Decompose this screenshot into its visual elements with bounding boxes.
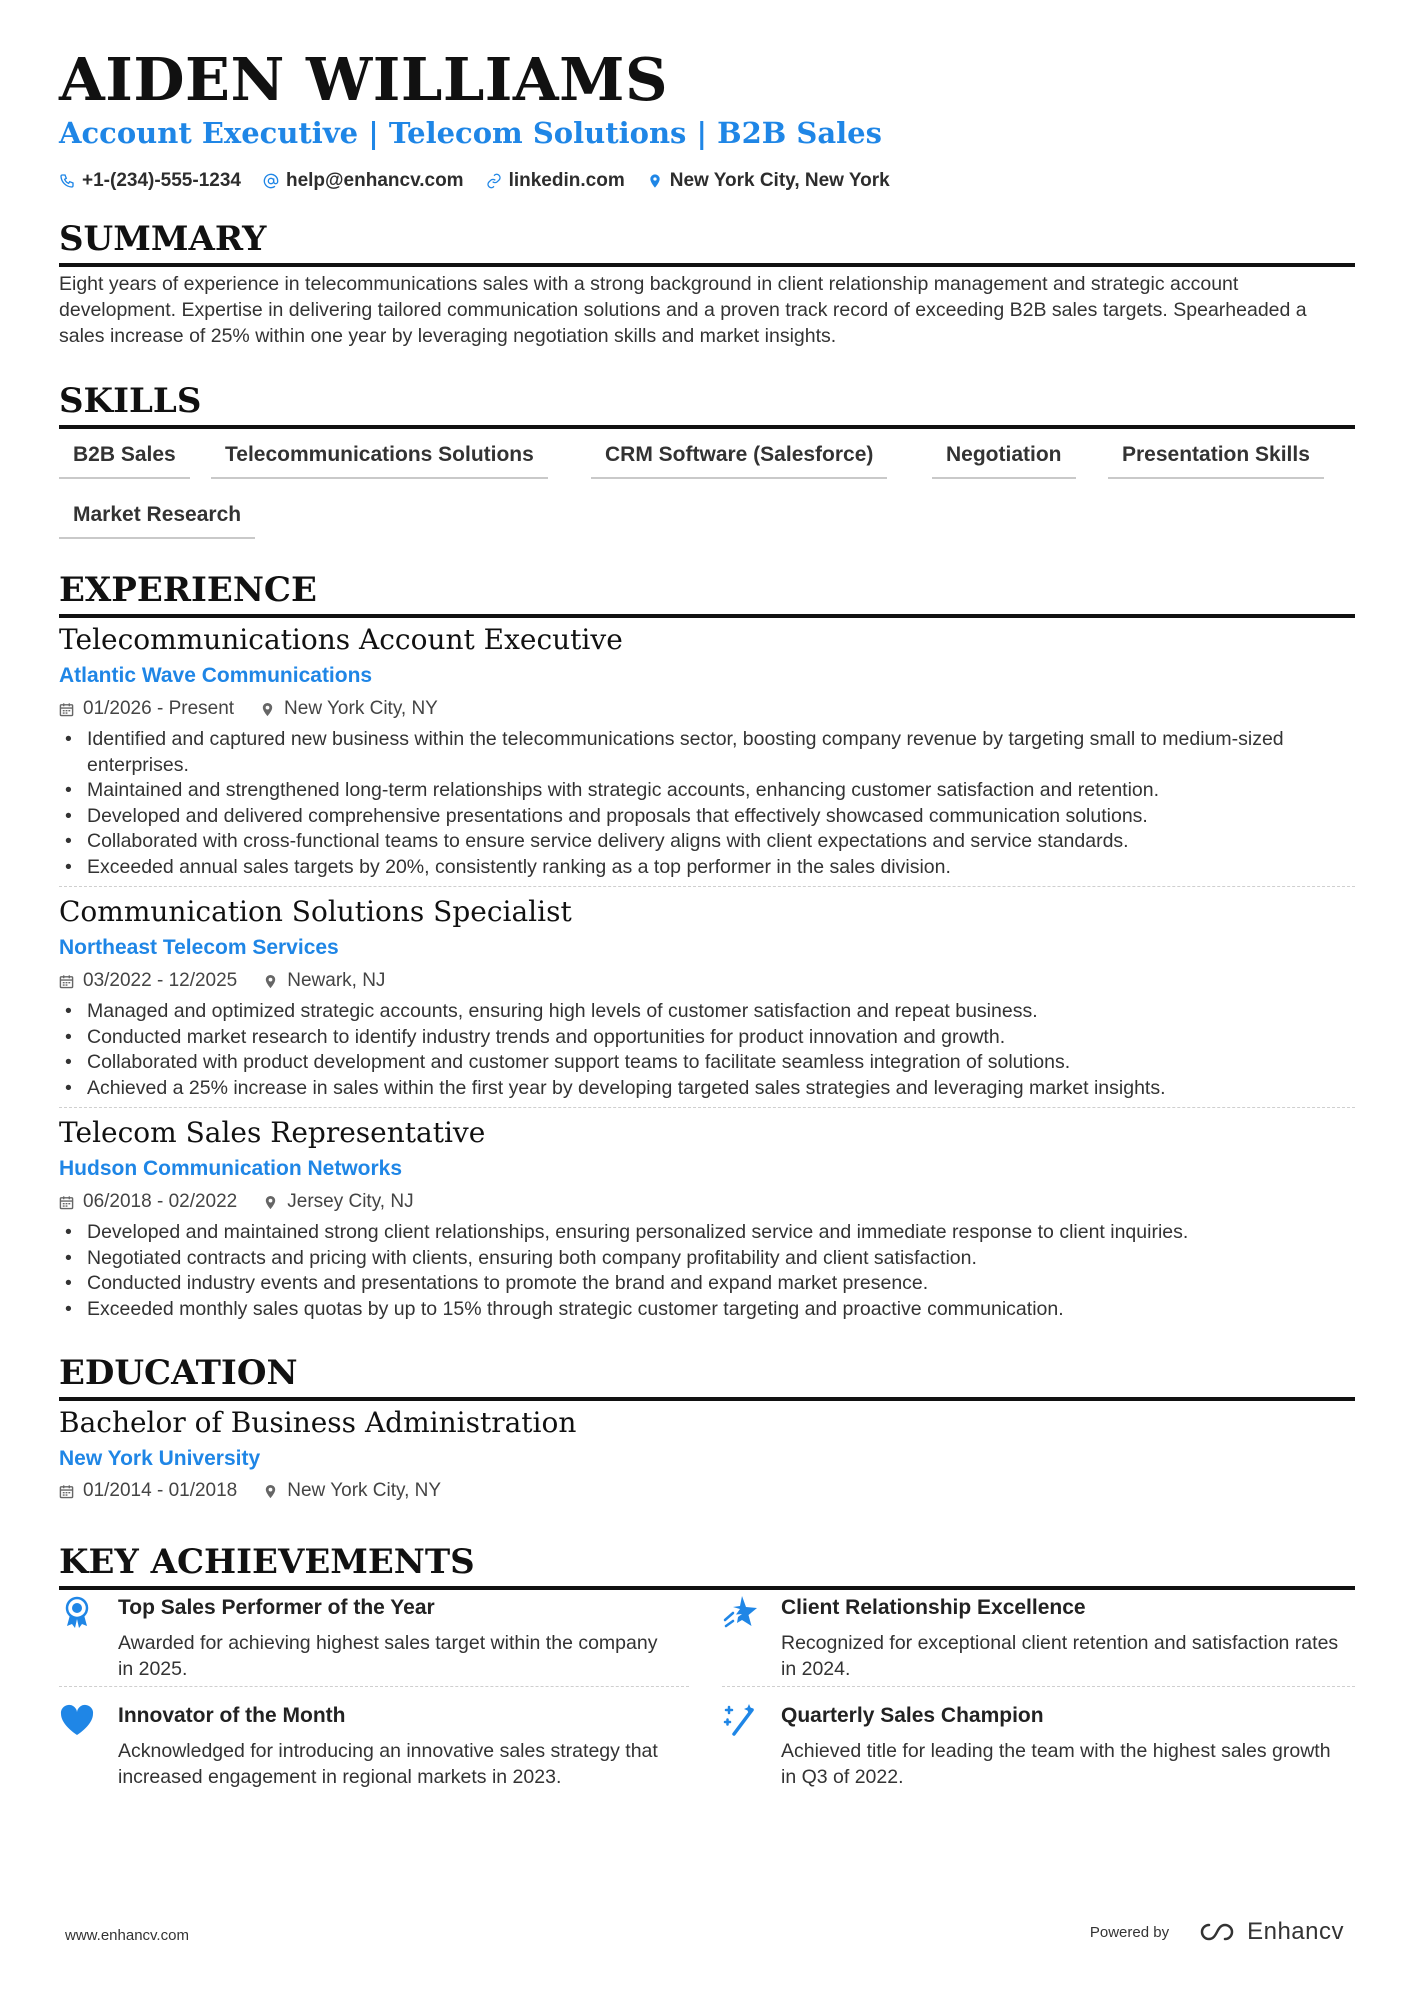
location-pin-icon: [260, 702, 275, 717]
job-meta: [59, 698, 438, 720]
powered-by-text: Powered by: [1089, 1923, 1170, 1941]
degree-title: Bachelor of Business Administration: [59, 1406, 577, 1439]
phone-icon: [59, 173, 75, 189]
list-item: • Developed and delivered comprehensive presentations and proposals that effectively showcased communication solutions.: [59, 804, 1355, 830]
skill-tag: Market Research: [59, 503, 255, 539]
summary-heading: SUMMARY: [59, 222, 1355, 267]
list-item: • Achieved a 25% increase in sales within the first year by developing targeted sales strategies and leveraging market insights.: [59, 1076, 1355, 1102]
calendar-icon: [59, 702, 74, 717]
job-bullets: [59, 999, 1355, 1101]
achievement-desc: Awarded for achieving highest sales target within the company in 2025.: [118, 1632, 658, 1680]
list-item: • Conducted industry events and presentations to promote the brand and expand market presence.: [59, 1271, 1355, 1297]
job-location: Jersey City, NJ: [287, 1191, 414, 1212]
location-pin-icon: [263, 974, 278, 989]
divider: [59, 1686, 689, 1687]
skill-tag: Telecommunications Solutions: [211, 443, 548, 479]
achievement-title: Quarterly Sales Champion: [781, 1704, 1044, 1727]
skill-tag: CRM Software (Salesforce): [591, 443, 887, 479]
location-pin-icon: [647, 173, 663, 189]
list-item: • Negotiated contracts and pricing with clients, ensuring both company profitability and client satisfaction.: [59, 1246, 1355, 1272]
list-item: • Maintained and strengthened long-term relationships with strategic accounts, enhancing customer satisfaction and retention.: [59, 778, 1355, 804]
job-bullets: [59, 1220, 1355, 1322]
education-dates: 01/2014 - 01/2018: [83, 1480, 238, 1501]
achievement-desc: Achieved title for leading the team with the highest sales growth in Q3 of 2022.: [781, 1740, 1331, 1788]
star-icon: [722, 1594, 758, 1630]
job-meta: [59, 970, 385, 992]
list-item: • Managed and optimized strategic accounts, ensuring high levels of customer satisfaction and repeat business.: [59, 999, 1355, 1025]
calendar-icon: [59, 974, 74, 989]
skill-tag: B2B Sales: [59, 443, 190, 479]
skills-heading: SKILLS: [59, 384, 1355, 429]
divider: [722, 1686, 1355, 1687]
job-dates: 01/2026 - Present: [83, 698, 235, 719]
skill-tag: Negotiation: [932, 443, 1076, 479]
contact-linkedin[interactable]: [486, 170, 625, 192]
location-pin-icon: [263, 1195, 278, 1210]
medal-icon: [59, 1594, 95, 1630]
job-title: Communication Solutions Specialist: [59, 895, 572, 928]
contact-location: [647, 170, 890, 192]
at-icon: [263, 173, 279, 189]
school-name: New York University: [59, 1447, 261, 1470]
company-name: Atlantic Wave Communications: [59, 664, 373, 687]
list-item: • Collaborated with cross-functional teams to ensure service delivery aligns with client expectations and service standards.: [59, 829, 1355, 855]
list-item: • Exceeded annual sales targets by 20%, consistently ranking as a top performer in the sales division.: [59, 855, 1355, 881]
job-dates: 03/2022 - 12/2025: [83, 970, 238, 991]
list-item: • Developed and maintained strong client relationships, ensuring personalized service and immediate response to client inquiries.: [59, 1220, 1355, 1246]
candidate-headline: Account Executive | Telecom Solutions | B2B Sales: [59, 116, 882, 150]
link-icon: [486, 173, 502, 189]
footer-branding: [1090, 1918, 1344, 1946]
job-location: New York City, NY: [284, 698, 438, 719]
list-item: • Identified and captured new business within the telecommunications sector, boosting company revenue by targeting small to medium-sized enterprises.: [59, 727, 1355, 778]
company-name: Hudson Communication Networks: [59, 1157, 403, 1180]
heart-icon: [59, 1702, 95, 1738]
achievement-title: Client Relationship Excellence: [781, 1596, 1086, 1619]
contact-bar: [59, 170, 890, 192]
email-text: help@enhancv.com: [285, 170, 464, 191]
job-meta: [59, 1191, 414, 1213]
footer-website-link[interactable]: www.enhancv.com: [65, 1927, 189, 1944]
brand-name: Enhancv: [1247, 1918, 1344, 1945]
location-text: New York City, New York: [669, 170, 890, 191]
divider: [59, 886, 1355, 887]
achievement-desc: Acknowledged for introducing an innovative sales strategy that increased engagement in regional markets in 2023.: [118, 1740, 658, 1788]
phone-text: +1-(234)-555-1234: [82, 170, 241, 191]
job-dates: 06/2018 - 02/2022: [83, 1191, 238, 1212]
list-item: • Collaborated with product development and customer support teams to facilitate seamless integration of solutions.: [59, 1050, 1355, 1076]
education-heading: EDUCATION: [59, 1356, 1355, 1401]
enhancv-logo[interactable]: [1195, 1918, 1344, 1946]
contact-email[interactable]: [263, 170, 464, 192]
list-item: • Exceeded monthly sales quotas by up to 15% through strategic customer targeting and proactive communication.: [59, 1297, 1355, 1323]
summary-text: Eight years of experience in telecommunications sales with a strong background in client relationship management and strategic account development. Expertise in delivering tailored communication solutions and a proven track record of exceeding B2B sales targets. Spearheaded a sales increase of 25% within one year by leveraging negotiation skills and market insights.: [59, 273, 1307, 347]
linkedin-text: linkedin.com: [508, 170, 625, 191]
company-name: Northeast Telecom Services: [59, 936, 339, 959]
education-location: New York City, NY: [287, 1480, 442, 1501]
experience-heading: EXPERIENCE: [59, 573, 1355, 618]
magic-wand-icon: [722, 1702, 758, 1738]
contact-phone[interactable]: [59, 170, 241, 192]
location-pin-icon: [263, 1484, 278, 1499]
skill-tag: Presentation Skills: [1108, 443, 1324, 479]
candidate-name: AIDEN WILLIAMS: [59, 45, 669, 114]
achievement-desc: Recognized for exceptional client retention and satisfaction rates in 2024.: [781, 1632, 1339, 1680]
job-title: Telecommunications Account Executive: [59, 623, 623, 656]
achievement-title: Innovator of the Month: [118, 1704, 346, 1727]
job-title: Telecom Sales Representative: [59, 1116, 486, 1149]
achievements-heading: KEY ACHIEVEMENTS: [59, 1545, 1355, 1590]
job-bullets: [59, 727, 1355, 880]
calendar-icon: [59, 1484, 74, 1499]
education-meta: [59, 1480, 441, 1502]
enhancv-logo-icon: [1195, 1921, 1239, 1943]
list-item: • Conducted market research to identify industry trends and opportunities for product innovation and growth.: [59, 1025, 1355, 1051]
divider: [59, 1107, 1355, 1108]
calendar-icon: [59, 1195, 74, 1210]
job-location: Newark, NJ: [287, 970, 386, 991]
achievement-title: Top Sales Performer of the Year: [118, 1596, 435, 1619]
